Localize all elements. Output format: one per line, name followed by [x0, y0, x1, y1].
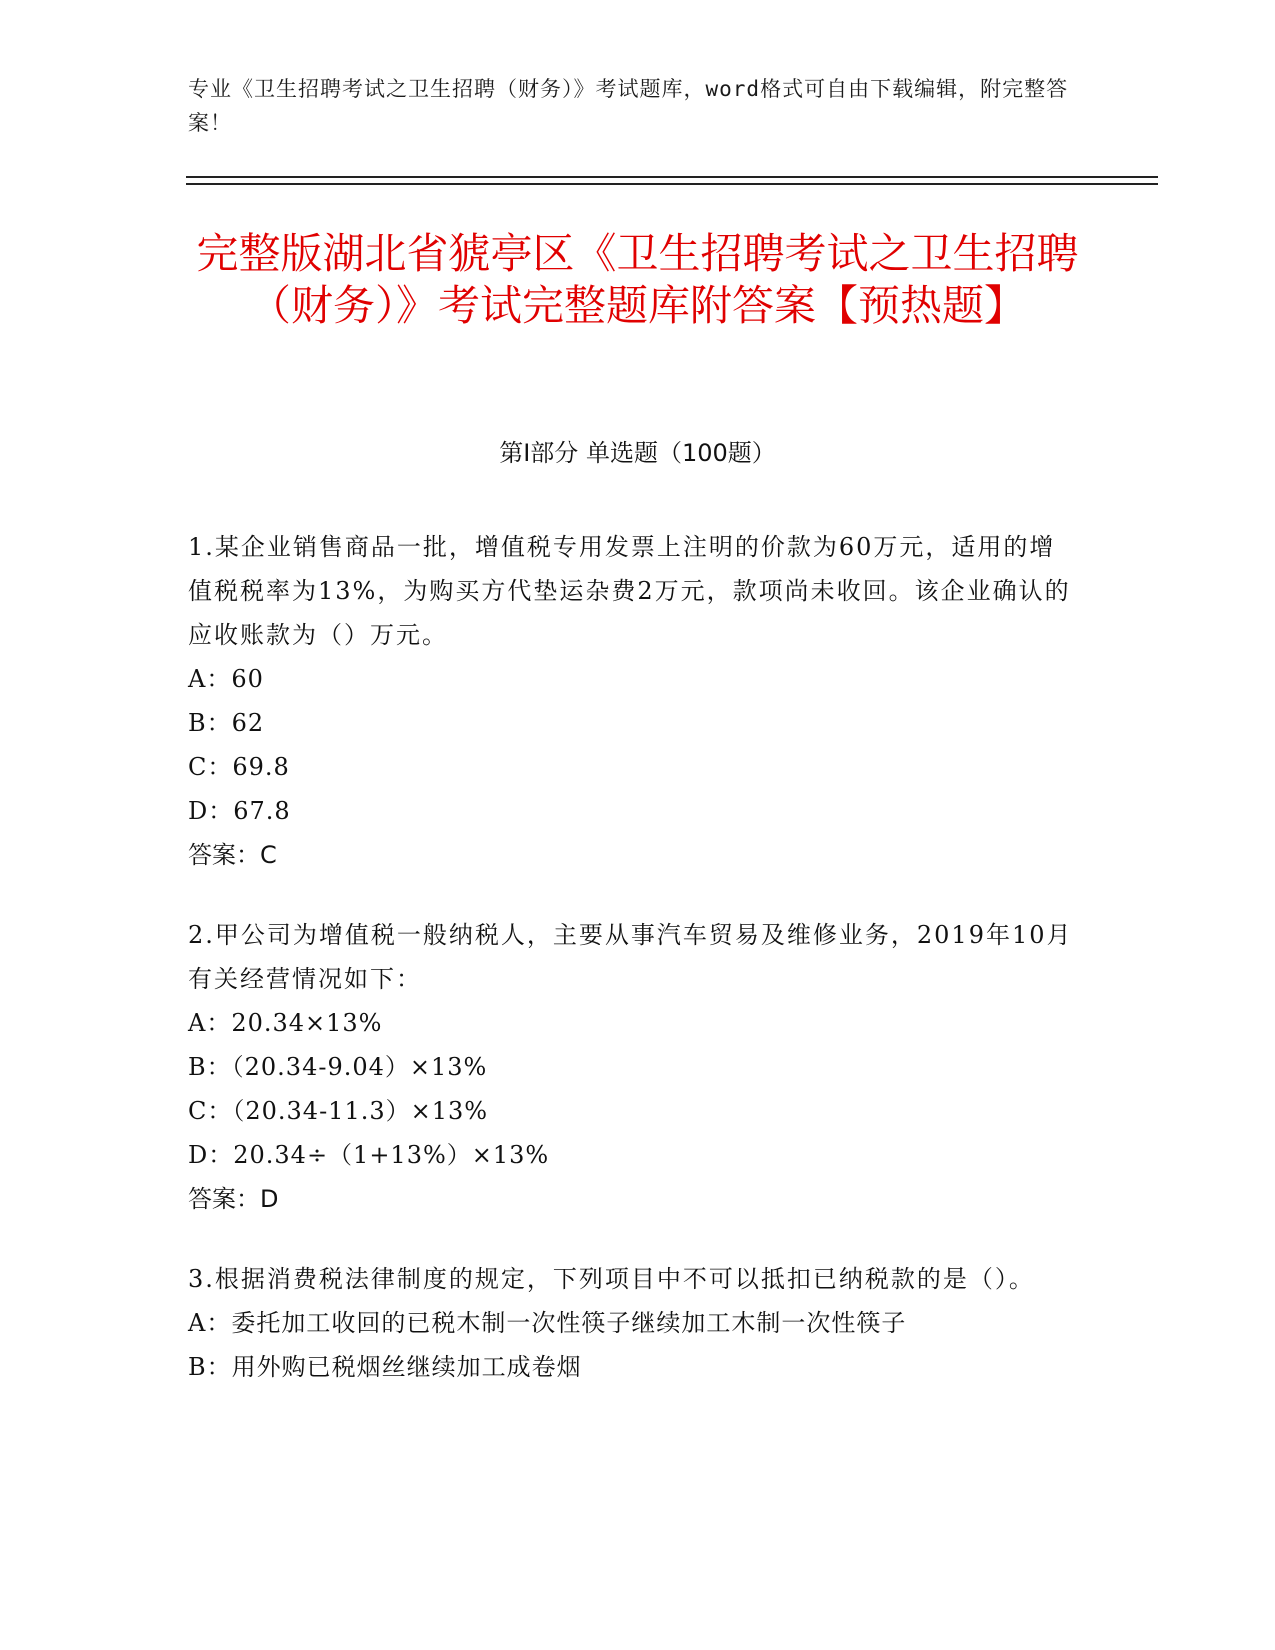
question-stem: 1.某企业销售商品一批，增值税专用发票上注明的价款为60万元，适用的增值税税率为13%，为购买方代垫运杂费2万元，款项尚未收回。该企业确认的应收账款为（）万元。 [188, 533, 1071, 649]
question-stem: 2.甲公司为增值税一般纳税人，主要从事汽车贸易及维修业务，2019年10月有关经营情况如下： [188, 921, 1073, 993]
answer: 答案：C [188, 841, 277, 869]
option-a: A：20.34×13% [188, 1009, 383, 1037]
question-2 [188, 913, 1078, 1221]
option-d: D：67.8 [188, 797, 291, 825]
option-b: B：用外购已税烟丝继续加工成卷烟 [188, 1353, 582, 1381]
question-1 [188, 525, 1078, 877]
question-list [188, 525, 1078, 1425]
option-b: B：（20.34-9.04）×13% [188, 1053, 488, 1081]
section-heading: 第Ⅰ部分 单选题（100题） [499, 439, 776, 467]
header-divider-bottom [186, 183, 1158, 185]
option-a: A：60 [188, 665, 264, 693]
option-a: A：委托加工收回的已税木制一次性筷子继续加工木制一次性筷子 [188, 1309, 907, 1337]
option-c: C：69.8 [188, 753, 290, 781]
header-note: 专业《卫生招聘考试之卫生招聘（财务）》考试题库，word格式可自由下载编辑，附完整答案！ [188, 77, 1069, 135]
document-title: 完整版湖北省猇亭区《卫生招聘考试之卫生招聘（财务）》考试完整题库附答案【预热题】 [196, 229, 1079, 330]
question-stem: 3.根据消费税法律制度的规定，下列项目中不可以抵扣已纳税款的是（）。 [188, 1265, 1035, 1293]
option-b: B：62 [188, 709, 265, 737]
question-3 [188, 1257, 1078, 1389]
option-c: C：（20.34-11.3）×13% [188, 1097, 489, 1125]
answer: 答案：D [188, 1185, 279, 1213]
header-divider-top [186, 176, 1158, 178]
option-d: D：20.34÷（1+13%）×13% [188, 1141, 550, 1169]
